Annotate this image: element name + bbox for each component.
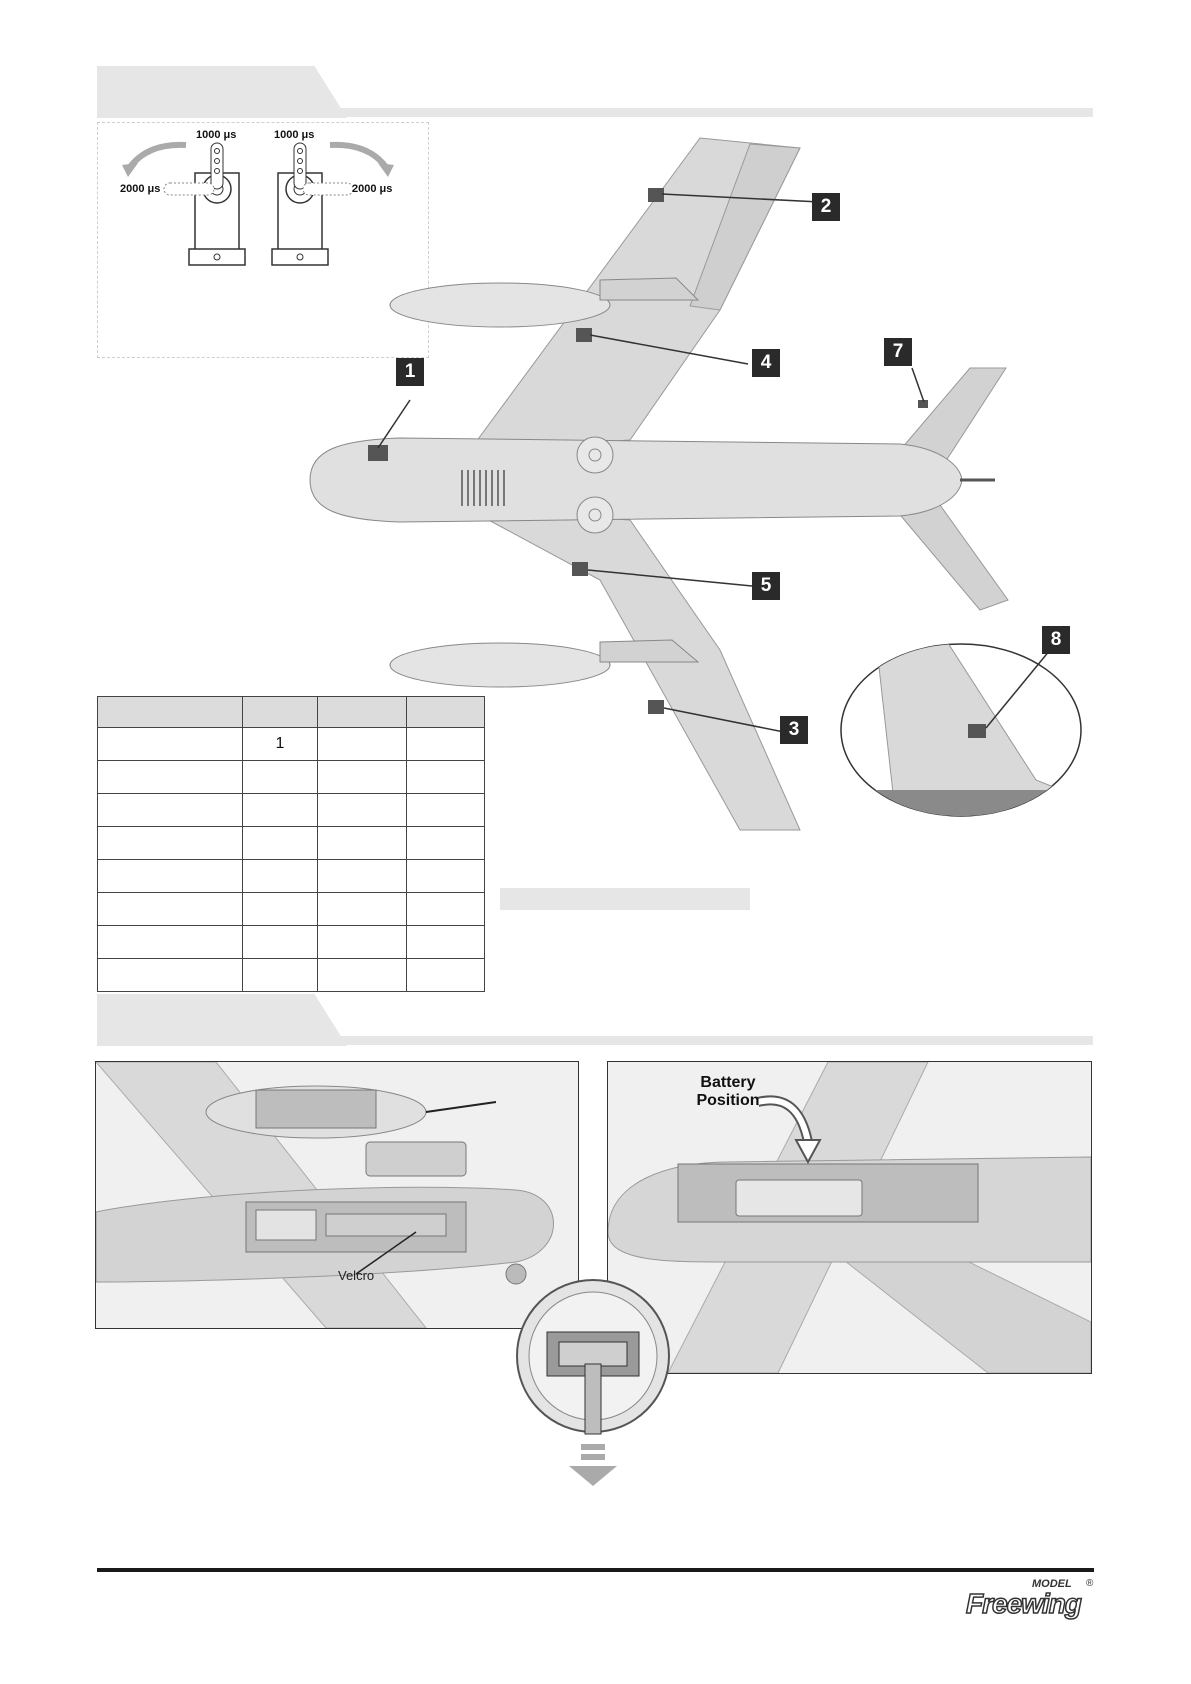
table-cell — [318, 860, 407, 893]
table-cell — [243, 926, 318, 959]
table-cell — [318, 959, 407, 992]
battery-bay-illustration-left — [96, 1062, 578, 1328]
battery-bay-photo-left — [95, 1061, 579, 1329]
table-cell — [407, 926, 485, 959]
table-row — [98, 893, 485, 926]
table-cell — [243, 827, 318, 860]
table-cell — [318, 794, 407, 827]
table-cell — [243, 761, 318, 794]
velcro-label: Velcro — [338, 1268, 375, 1283]
table-cell — [407, 959, 485, 992]
table-row — [98, 926, 485, 959]
callout-1: 1 — [396, 358, 424, 386]
table-cell — [243, 794, 318, 827]
table-cell — [318, 761, 407, 794]
tail-detail-inset — [836, 640, 1086, 820]
table-cell — [98, 761, 243, 794]
table-cell — [98, 860, 243, 893]
table-row — [98, 827, 485, 860]
table-row — [98, 860, 485, 893]
logo-brand-text: Freewing — [966, 1588, 1081, 1619]
battery-bay-photo-right — [607, 1061, 1092, 1374]
callout-2: 2 — [812, 193, 840, 221]
callout-8: 8 — [1042, 626, 1070, 654]
table-row — [98, 959, 485, 992]
note-bar — [500, 888, 750, 910]
table-cell — [243, 893, 318, 926]
battery-position-label-line1: Battery — [700, 1074, 756, 1091]
table-header-cell — [98, 697, 243, 728]
logo-registered-mark: ® — [1086, 1578, 1094, 1589]
table-row — [98, 761, 485, 794]
footer-rule — [97, 1568, 1094, 1572]
table-cell — [318, 728, 407, 761]
callout-7: 7 — [884, 338, 912, 366]
connector-detail-circle — [513, 1276, 673, 1496]
freewing-logo — [966, 1578, 1096, 1620]
table-row — [98, 794, 485, 827]
table-cell — [318, 926, 407, 959]
table-cell — [407, 794, 485, 827]
channel-table — [97, 696, 485, 992]
table-header-cell — [407, 697, 485, 728]
section-header-bar-servo — [97, 108, 1093, 117]
table-cell — [98, 893, 243, 926]
table-cell — [98, 959, 243, 992]
servo-label-top-left: 1000 μs — [196, 129, 237, 141]
table-cell — [407, 893, 485, 926]
table-cell — [98, 728, 243, 761]
table-cell — [98, 827, 243, 860]
servo-label-top-right: 1000 μs — [274, 129, 315, 141]
callout-4: 4 — [752, 349, 780, 377]
battery-position-label-line2: Position — [696, 1092, 760, 1109]
table-cell — [318, 827, 407, 860]
table-cell — [407, 860, 485, 893]
section-header-bar-battery — [97, 1036, 1093, 1045]
table-cell — [98, 926, 243, 959]
table-header-cell — [243, 697, 318, 728]
table-header-row — [98, 697, 485, 728]
table-cell — [407, 827, 485, 860]
table-row — [98, 728, 485, 761]
servo-label-side-left: 2000 μs — [120, 183, 161, 195]
table-cell: 1 — [243, 728, 318, 761]
servo-label-side-right: 2000 μs — [352, 183, 393, 195]
callout-5: 5 — [752, 572, 780, 600]
table-cell — [98, 794, 243, 827]
table-cell — [407, 761, 485, 794]
table-cell — [407, 728, 485, 761]
callout-3: 3 — [780, 716, 808, 744]
table-cell — [243, 860, 318, 893]
table-header-cell — [318, 697, 407, 728]
table-cell — [318, 893, 407, 926]
table-cell — [243, 959, 318, 992]
logo-model-text: MODEL — [1032, 1578, 1072, 1590]
battery-position-label — [678, 1074, 778, 1110]
